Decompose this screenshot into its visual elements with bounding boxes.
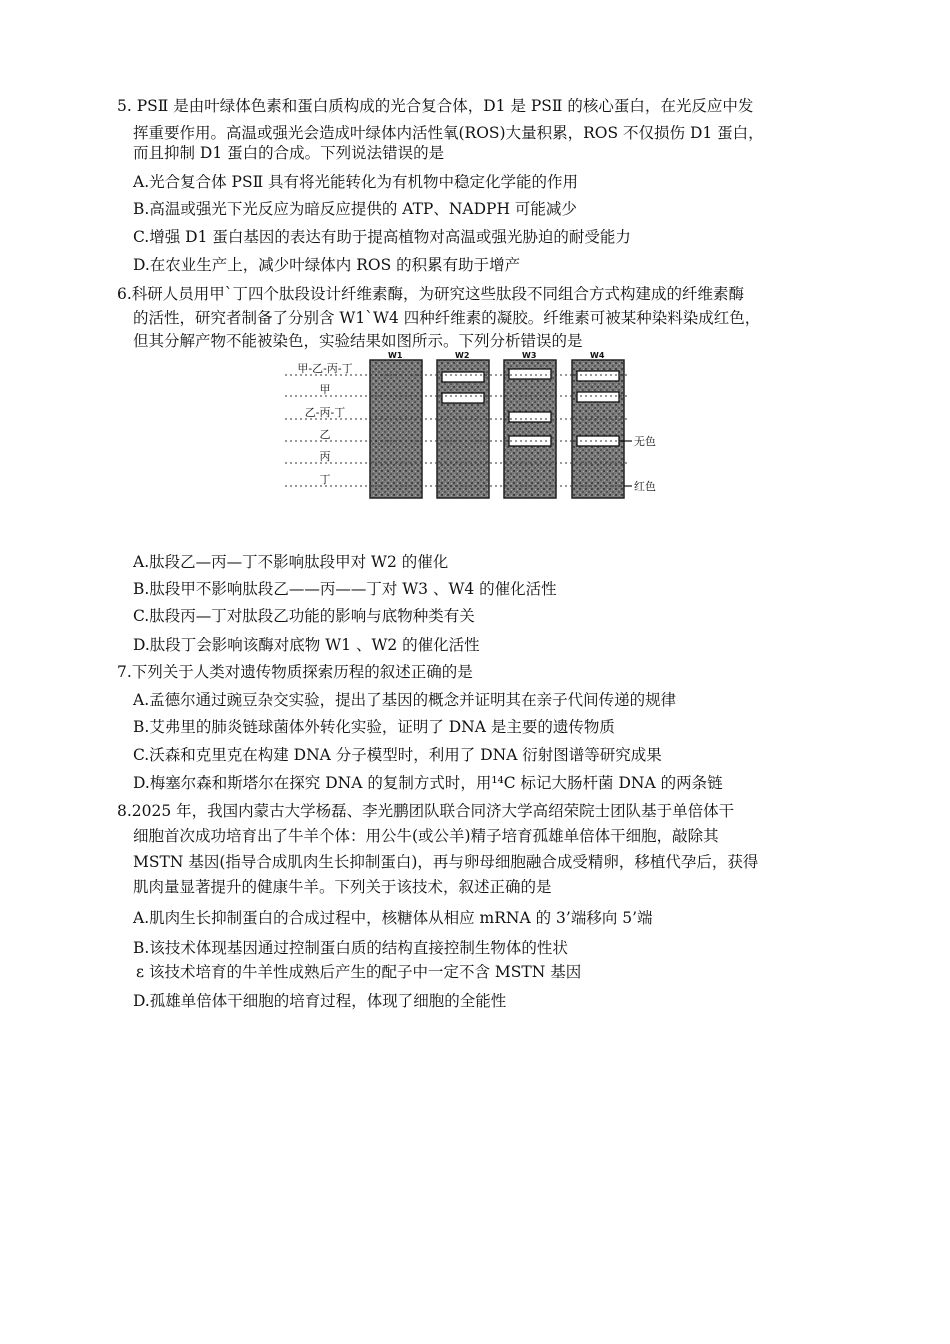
q7-option-b: B.艾弗里的肺炎链球菌体外转化实验，证明了 DNA 是主要的遗传物质 <box>133 718 615 736</box>
band-w2-row2 <box>442 393 484 403</box>
gel-lane-w1 <box>370 360 422 498</box>
q8-stem-line-3: MSTN 基因(指导合成肌肉生长抑制蛋白)，再与卵母细胞融合成受精卵，移植代孕后，获得 <box>133 853 759 871</box>
q8-option-c: ε 该技术培育的牛羊性成熟后产生的配子中一定不含 MSTN 基因 <box>136 963 582 981</box>
q6-option-b: B.肽段甲不影响肽段乙——丙——丁对 W3 、W4 的催化活性 <box>133 580 557 598</box>
q6-stem-line-1: 6.科研人员用甲`丁四个肽段设计纤维素酶，为研究这些肽段不同组合方式构建成的纤维素酶 <box>117 285 745 303</box>
q5-stem-line-1: 5. PSⅡ 是由叶绿体色素和蛋白质构成的光合复合体，D1 是 PSⅡ 的核心蛋白，在光反应中发 <box>117 97 754 115</box>
row-label-2: 甲 <box>319 383 331 396</box>
row-label-3: 乙-丙-丁 <box>304 406 346 419</box>
q5-stem-line-3: 而且抑制 D1 蛋白的合成。下列说法错误的是 <box>133 144 445 162</box>
q6-option-c: C.肽段丙—丁对肽段乙功能的影响与底物种类有关 <box>133 607 475 625</box>
q5-option-c: C.增强 D1 蛋白基因的表达有助于提高植物对高温或强光胁迫的耐受能力 <box>133 228 631 246</box>
row-label-6: 丁 <box>319 473 331 486</box>
legend-red: 红色 <box>634 480 656 493</box>
q7-option-d: D.梅塞尔森和斯塔尔在探究 DNA 的复制方式时，用¹⁴C 标记大肠杆菌 DNA 的两条链 <box>133 774 723 792</box>
q5-option-d: D.在农业生产上，减少叶绿体内 ROS 的积累有助于增产 <box>133 256 521 274</box>
q6-option-d: D.肽段丁会影响该酶对底物 W1 、W2 的催化活性 <box>133 636 480 654</box>
lane-label-w3: W3 <box>522 351 537 360</box>
gel-figure <box>285 350 705 500</box>
q5-option-b: B.高温或强光下光反应为暗反应提供的 ATP、NADPH 可能减少 <box>133 200 577 218</box>
row-label-4: 乙 <box>319 428 331 441</box>
q7-option-c: C.沃森和克里克在构建 DNA 分子模型时，利用了 DNA 衍射图谱等研究成果 <box>133 746 662 764</box>
q7-option-a: A.孟德尔通过豌豆杂交实验，提出了基因的概念并证明其在亲子代间传递的规律 <box>133 691 677 709</box>
band-w2-row1 <box>442 372 484 382</box>
band-w4-row2 <box>577 392 619 402</box>
q8-option-a: A.肌肉生长抑制蛋白的合成过程中，核糖体从相应 mRNA 的 3’端移向 5’端 <box>133 909 653 927</box>
row-label-5: 丙 <box>319 450 331 463</box>
q7-stem: 7.下列关于人类对遗传物质探索历程的叙述正确的是 <box>117 663 473 681</box>
legend-colorless: 无色 <box>634 435 656 448</box>
q8-option-d: D.孤雄单倍体干细胞的培育过程，体现了细胞的全能性 <box>133 992 507 1010</box>
q6-stem-line-2: 的活性，研究者制备了分别含 W1`W4 四种纤维素的凝胶。纤维素可被某种染料染成红色， <box>133 309 761 327</box>
band-w4-row4 <box>577 436 619 446</box>
q8-stem-line-2: 细胞首次成功培育出了牛羊个体：用公牛(或公羊)精子培育孤雄单倍体干细胞，敲除其 <box>133 827 719 845</box>
lane-label-w1: W1 <box>388 351 403 360</box>
q6-stem-line-3: 但其分解产物不能被染色，实验结果如图所示。下列分析错误的是 <box>133 332 583 350</box>
q5-stem-line-2: 挥重要作用。高温或强光会造成叶绿体内活性氧(ROS)大量积累，ROS 不仅损伤 D1 蛋白， <box>133 124 764 142</box>
gel-lane-w2 <box>437 360 489 498</box>
q8-stem-line-4: 肌肉量显著提升的健康牛羊。下列关于该技术，叙述正确的是 <box>133 878 552 896</box>
q8-stem-line-1: 8.2025 年，我国内蒙古大学杨磊、李光鹏团队联合同济大学高绍荣院士团队基于单倍体干 <box>117 802 735 820</box>
q5-option-a: A.光合复合体 PSⅡ 具有将光能转化为有机物中稳定化学能的作用 <box>133 173 579 191</box>
lane-label-w2: W2 <box>455 351 470 360</box>
gel-lane-w4 <box>572 360 624 498</box>
lane-label-w4: W4 <box>590 351 605 360</box>
band-w3-row3 <box>509 412 551 422</box>
band-w3-row1 <box>509 369 551 379</box>
band-w4-row1 <box>577 371 619 381</box>
row-label-1: 甲-乙-丙-丁 <box>297 362 353 375</box>
gel-lane-w3 <box>504 360 556 498</box>
q6-option-a: A.肽段乙—丙—丁不影响肽段甲对 W2 的催化 <box>133 553 449 571</box>
q8-option-b: B.该技术体现基因通过控制蛋白质的结构直接控制生物体的性状 <box>133 939 568 957</box>
